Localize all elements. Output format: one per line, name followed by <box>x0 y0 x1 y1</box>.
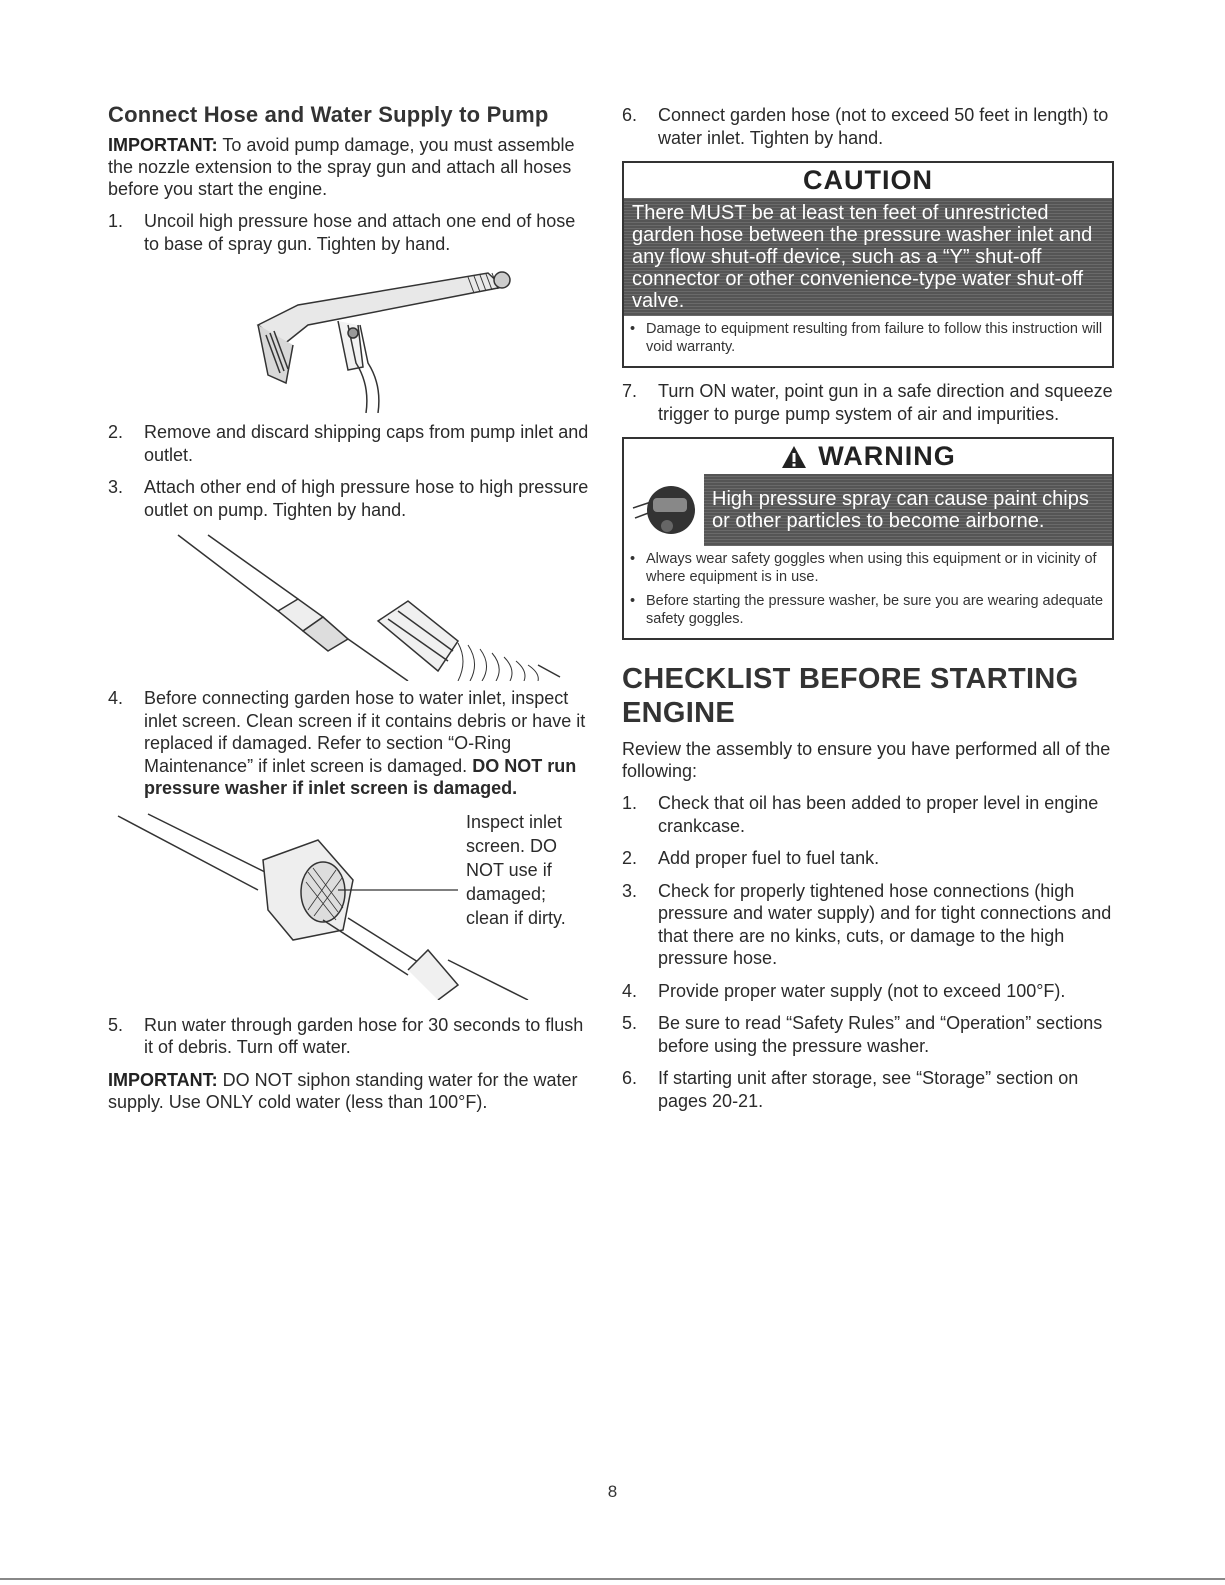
step-item <box>108 687 593 800</box>
step-text: Remove and discard shipping caps from pump inlet and outlet. <box>144 422 589 465</box>
step-item <box>622 380 1114 425</box>
checklist-item <box>622 792 1114 837</box>
bullet-text: Damage to equipment resulting from failure to follow this instruction will void warranty. <box>646 321 1103 355</box>
right-column <box>622 104 1114 1122</box>
page-number: 8 <box>607 1482 618 1501</box>
step-number: 6. <box>622 1068 638 1088</box>
step-text: Provide proper water supply (not to exceed 100°F). <box>658 980 1066 1001</box>
caption-line: clean if dirty. <box>466 907 566 928</box>
important-label: IMPORTANT: <box>108 1069 218 1090</box>
step-text-group <box>144 687 593 800</box>
spray-gun-drawing <box>108 265 593 413</box>
caption-line: screen. DO <box>466 835 558 856</box>
caption-line: damaged; <box>466 883 547 904</box>
step-item <box>622 104 1114 149</box>
step-text: Run water through garden hose for 30 seconds to flush it of debris. Turn off water. <box>144 1014 584 1057</box>
bottom-rule <box>0 1578 1225 1580</box>
step-number: 3. <box>622 880 638 901</box>
step-number: 4. <box>622 980 638 1001</box>
step-text: Connect garden hose (not to exceed 50 feet in length) to water inlet. Tighten by hand. <box>658 105 1109 148</box>
warning-band-row <box>624 474 1112 546</box>
step-text: Check that oil has been added to proper level in engine crankcase. <box>658 793 1099 836</box>
inlet-screen-caption <box>466 810 566 930</box>
step-item <box>108 1014 593 1059</box>
step-item <box>108 210 593 255</box>
spray-gun-illustration <box>108 265 593 413</box>
step-number: 1. <box>622 793 638 813</box>
step-number: 2. <box>108 422 124 442</box>
bullet-item: • Always wear safety goggles when using this equipment or in vicinity of where equipment is in use. <box>630 550 1106 586</box>
warning-title: WARNING <box>818 441 956 471</box>
step-item <box>108 476 593 521</box>
warning-bullets <box>624 550 1112 628</box>
warning-box <box>622 437 1114 640</box>
bullet-item: • Damage to equipment resulting from failure to follow this instruction will void warranty. <box>630 320 1106 356</box>
caption-line: NOT use if <box>466 859 552 880</box>
inlet-screen-illustration <box>108 810 593 1000</box>
section-heading-connect-hose: Connect Hose and Water Supply to Pump <box>108 102 549 127</box>
step-number: 4. <box>108 688 124 708</box>
checklist-intro: Review the assembly to ensure you have performed all of the following: <box>622 739 1111 781</box>
important-text: DO NOT siphon standing water for the water supply. Use ONLY cold water (less than 100°F). <box>108 1069 578 1112</box>
step-text: Before connecting garden hose to water inlet, inspect inlet screen. Clean screen if it contains debris or have it replaced if damaged. Refer to section “O-Ring Maintenance” if inlet screen is damaged. <box>144 688 586 776</box>
checklist-item <box>622 1012 1114 1057</box>
bullet-text: Before starting the pressure washer, be sure you are wearing adequate safety goggles. <box>646 593 1104 627</box>
warning-band: High pressure spray can cause paint chips or other particles to become airborne. <box>712 488 1089 532</box>
safety-goggles-icon <box>624 474 704 546</box>
left-column <box>108 102 593 1123</box>
warning-triangle-icon <box>780 444 808 470</box>
bullet-item: • Before starting the pressure washer, be sure you are wearing adequate safety goggles. <box>630 592 1106 628</box>
checklist-item <box>622 847 1114 870</box>
step-item <box>108 421 593 466</box>
step-number: 7. <box>622 381 638 401</box>
important-text: To avoid pump damage, you must assemble the nozzle extension to the spray gun and attach all hoses before you start the engine. <box>108 135 575 199</box>
step-text: Attach other end of high pressure hose to high pressure outlet on pump. Tighten by hand. <box>144 477 589 520</box>
hose-outlet-drawing <box>108 531 593 681</box>
step-text: Turn ON water, point gun in a safe direction and squeeze trigger to purge pump system of air and impurities. <box>658 381 1113 424</box>
warning-title-row <box>624 439 1112 474</box>
checklist-item <box>622 880 1114 970</box>
step-text: Add proper fuel to fuel tank. <box>658 848 880 868</box>
checklist-item <box>622 1067 1114 1112</box>
step-text: Be sure to read “Safety Rules” and “Operation” sections before using the pressure washer. <box>658 1013 1103 1056</box>
caution-title: CAUTION <box>803 165 933 195</box>
caution-band: There MUST be at least ten feet of unrestricted garden hose between the pressure washer inlet and any flow shut-off device, such as a “Y” shut-off connector or other convenience-type water shut-off valve. <box>624 198 1112 316</box>
caution-bullets <box>624 320 1112 356</box>
caption-line: Inspect inlet <box>466 811 563 832</box>
step-number: 5. <box>622 1013 638 1033</box>
important-note-2 <box>108 1069 593 1113</box>
step-text: Check for properly tightened hose connections (high pressure and water supply) and for tight connections and that there are no kinks, cuts, or damage to the high pressure hose. <box>658 880 1112 968</box>
step-text: Uncoil high pressure hose and attach one end of hose to base of spray gun. Tighten by hand. <box>144 211 576 254</box>
step-bold-warning: DO NOT run pressure washer if inlet screen is damaged. <box>144 755 577 798</box>
step-number: 6. <box>622 105 638 125</box>
hose-outlet-illustration <box>108 531 593 681</box>
checklist-heading: CHECKLIST BEFORE STARTING ENGINE <box>622 663 1079 729</box>
step-number: 1. <box>108 211 124 231</box>
important-label: IMPORTANT: <box>108 135 218 155</box>
checklist-item <box>622 980 1114 1003</box>
step-number: 3. <box>108 477 124 497</box>
bullet-text: Always wear safety goggles when using this equipment or in vicinity of where equipment is in use. <box>646 551 1097 585</box>
step-text: If starting unit after storage, see “Storage” section on pages 20-21. <box>658 1068 1079 1111</box>
step-number: 5. <box>108 1014 124 1035</box>
caution-box <box>622 161 1114 368</box>
step-number: 2. <box>622 848 638 868</box>
important-note-1 <box>108 134 593 200</box>
